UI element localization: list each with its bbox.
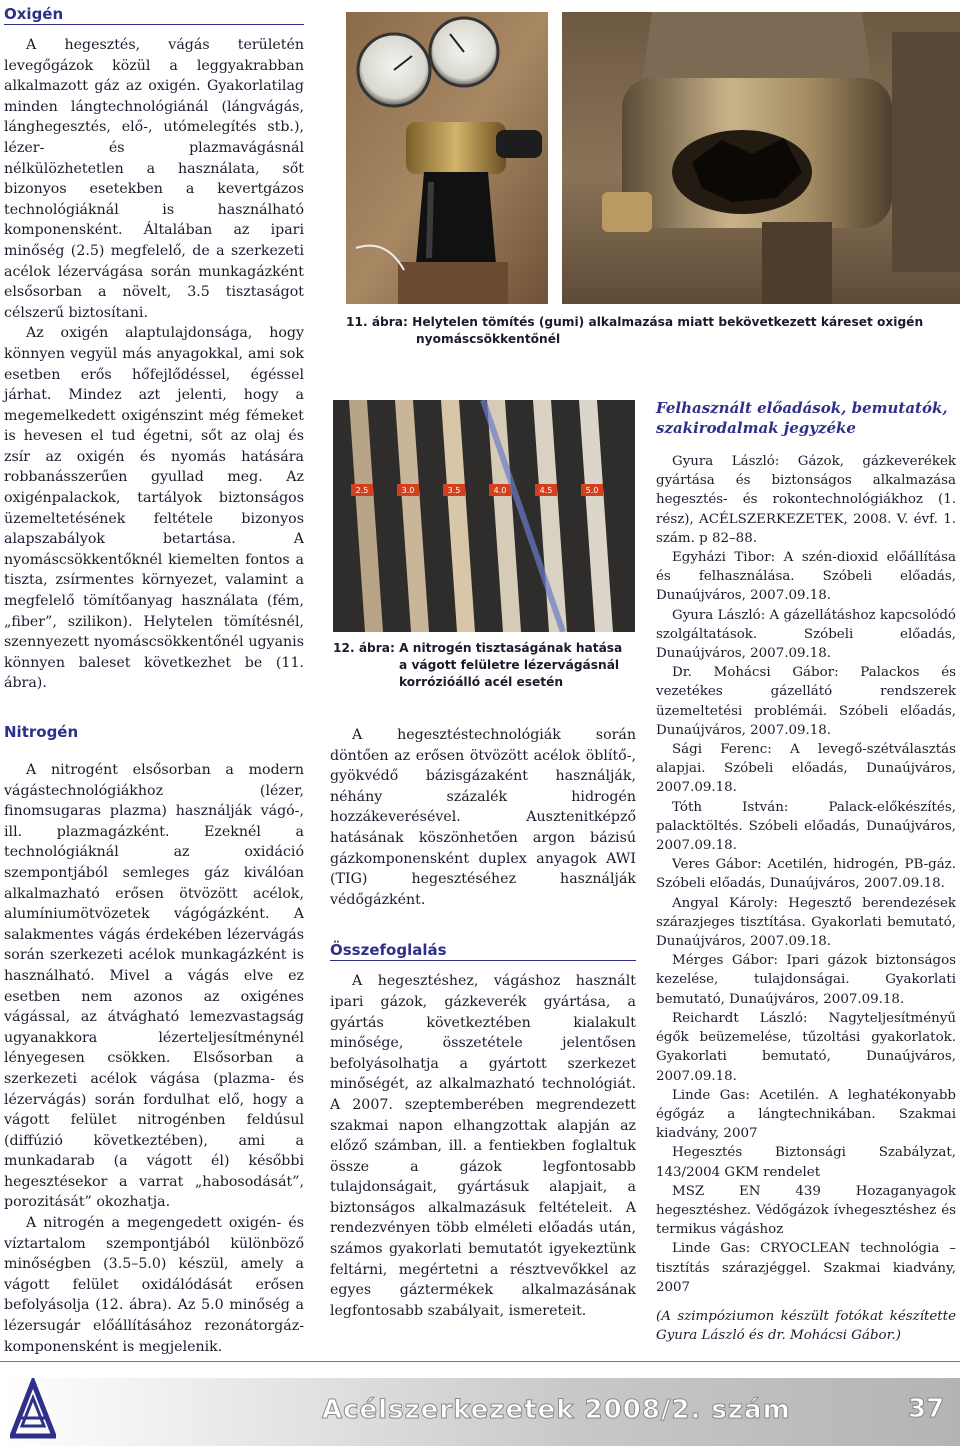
reference-item: Linde Gas: Acetilén. A leghatékonyabb égőgáz a lángtechnikában. Szakmai kiadvány, 2007: [656, 1087, 956, 1142]
nitrogen-paragraph-2: A nitrogén a megengedett oxigén- és víztartalom szempontjából különböző minőségben (3.5–5.0) készül, amely a vágott felület oxidálódását erősen befolyásolja (12. ábra). Az 5.0 minőség a lézersugár előállításához rezonátorgáz-komponensként is megjelenik.: [4, 1215, 304, 1355]
heading-rule: [4, 24, 304, 25]
middle-paragraph-1: A hegesztéstechnológiák során döntően az erősen ötvözött acélok öblítő-, gyökvédő bázisgázaként használják, néhány százalék hidrogén hozzákeverésével. Ausztenitképző hatásának köszönhetően argon bázisú gázkomponensként duplex anyagok AWI (TIG) hegesztéséhez használják védőgázként.: [330, 727, 636, 908]
fig11-caption-line2: nyomáscsökkentőnél: [416, 332, 561, 346]
middle-column: [330, 725, 636, 1321]
fig12-purity-label: 2.5: [355, 486, 369, 495]
reference-item: Gyura László: A gázellátáshoz kapcsolódó szolgáltatások. Szóbeli előadás, Dunaújváros, 2007.09.18.: [656, 607, 956, 662]
oxygen-paragraph-1: A hegesztés, vágás területén levegőgázok közül a leggyakrabban alkalmazott gáz az oxigén. Gyakorlatilag minden lángtechnológiánál (lángvágás, lánghegesztés, elő-, utómelegítés stb.), lézer- és plazmavágásnál nélkülözhetetlen a használata, sőt bizonyos esetekben a kevertgázos technológiáknál is használható komponensként. Általában az ipari minőség (2.5) megfelelő, de a szerkezeti acélok lézervágása során munkagázként elsősorban a növelt, 3.5 tisztaságot célszerű biztosítani.: [4, 37, 304, 321]
nitrogen-heading: Nitrogén: [4, 723, 79, 741]
summary-paragraph: A hegesztéshez, vágáshoz használt ipari gázok, gázkeverék gyártása, a gyártás következtében kialakult minősége, összetétele jelentősen befolyásolhatja a gyártott szerkezet minőségét, az alkalmazható technológiát. A 2007. szeptemberében megrendezett szakmai napon elhangzottak alapján az előző számban, ill. a fentiekben foglaltuk össze a gázok legfontosabb tulajdonságait, gyártásuk alapjait, a biztonságos alkalmazásuk feltételeit. A rendezvényen több elméleti előadás után, számos gyakorlati bemutatót igyekeztünk feltárni, megértetni a résztvevőkkel az egyes gáztermékek alkalmazásának legfontosabb szabályait, ismereteit.: [330, 973, 636, 1319]
fig11-caption: [346, 314, 960, 348]
summary-heading: Összefoglalás: [330, 941, 447, 960]
reference-item: Mérges Gábor: Ipari gázok biztonságos kezelése, tulajdonságai. Gyakorlati bemutató, Dunaújváros, 2007.09.18.: [656, 953, 956, 1007]
journal-title: Acélszerkezetek 2008/2. szám: [322, 1395, 791, 1425]
references-title: Felhasznált előadások, bemutatók, szakirodalmak jegyzéke: [656, 399, 948, 437]
reference-item: Dr. Mohácsi Gábor: Palackos és vezetékes gázellátó rendszerek üzemeltetési problémái. Szóbeli előadás, Dunaújváros, 2007.09.18.: [656, 665, 956, 738]
reference-item: Hegesztés Biztonsági Szabályzat, 143/2004 GKM rendelet: [656, 1145, 956, 1180]
reference-item: Linde Gas: CRYOCLEAN technológia – tisztítás szárazjéggel. Szakmai kiadvány, 2007: [656, 1241, 956, 1295]
reference-item: Veres Gábor: Acetilén, hidrogén, PB-gáz. Szóbeli előadás, Dunaújváros, 2007.09.18.: [656, 857, 956, 892]
reference-item: Gyura László: Gázok, gázkeverékek gyártása és biztonságos alkalmazása hegesztés- és rokontechnológiákhoz (1. rész), ACÉLSZERKEZETEK, 2008. V. évf. 1. szám. p 82–88.: [656, 454, 956, 546]
fig12-caption-line2: a vágott felületre lézervágásnál: [399, 658, 620, 672]
reference-item: Sági Ferenc: A levegő-szétválasztás alapjai. Szóbeli előadás, Dunaújváros, 2007.09.18.: [656, 742, 956, 796]
fig11-photo-damaged-regulator: [562, 12, 960, 304]
references-list: [656, 452, 956, 1297]
fig12-purity-label: 5.0: [585, 486, 599, 495]
fig12-caption: [333, 640, 635, 691]
fig12-purity-label: 4.0: [493, 486, 507, 495]
fig12-caption-line3: korrózióálló acél esetén: [399, 675, 564, 689]
footer-rule: [0, 1361, 960, 1362]
fig11-caption-line1: 11. ábra: Helytelen tömítés (gumi) alkalmazása miatt bekövetkezett káreset oxigén: [346, 315, 924, 329]
reference-item: Tóth István: Palack-előkészítés, palacktöltés. Szóbeli előadás, Dunaújváros, 2007.09.18.: [656, 799, 956, 854]
reference-item: Reichardt László: Nagyteljesítményű égők beüzemelése, tűzoltási gyakorlatok. Gyakorlati bemutató, Dunaújváros, 2007.09.18.: [656, 1010, 956, 1084]
reference-item: Egyházi Tibor: A szén-dioxid előállítása és felhasználása. Szóbeli előadás, Dunaújváros, 2007.09.18.: [656, 550, 956, 604]
fig12-purity-label: 4.5: [539, 486, 553, 495]
reference-item: MSZ EN 439 Hozaganyagok hegesztéshez. Védőgázok ívhegesztéshez és termikus vágáshoz: [656, 1183, 956, 1238]
fig12-purity-label: 3.0: [401, 486, 415, 495]
fig12-photo-cut-surfaces: [333, 400, 635, 632]
fig12-caption-line1: 12. ábra: A nitrogén tisztaságának hatása: [333, 641, 623, 655]
fig11-photo-regulator: [346, 12, 548, 304]
page-number: 37: [908, 1394, 945, 1424]
nitrogen-paragraph-1: A nitrogént elsősorban a modern vágástechnológiákhoz (lézer, finomsugaras plazma) használják vágó-, ill. plazmagázként. Ezeknél a technológiáknál az oxidáció szempontjából semleges gáz kiválóan alkalmazható erősen ötvözött acélok, alumíniumötvözetek vágógázként. A salakmentes vágás érdekében lézervágás során szerkezeti acélok munkagázként is használható. Mivel a vágás elve ez esetben nem azonos az oxigénes vágással, az átvágható lemezvastagság ugyanakkora lézerteljesítménynél lényegesen csökken. Elsősorban a szerkezeti acélok vágása (plazma- és lézervágás) során fordulhat elő, hogy a vágott felület nitrogénben feldúsul (diffúzió következtében), ami a munkadarab (a vágott él) későbbi hegesztésekor a varrat „habosodását”, porozitását” okozhatja.: [4, 762, 304, 1211]
left-column: [4, 0, 304, 1357]
oxygen-heading: Oxigén: [4, 5, 64, 23]
fig12-purity-label: 3.5: [447, 486, 461, 495]
photo-credit-note: (A szimpóziumon készült fotókat készítette Gyura László és dr. Mohácsi Gábor.): [656, 1308, 956, 1344]
oxygen-paragraph-2: Az oxigén alaptulajdonsága, hogy könnyen vegyül más anyagokkal, ami sok esetben erős hőfejlődéssel, égéssel járhat. Mindez azt jelenti, hogy a megemelkedett oxigénszint még fémeket is hevesen el tud égetni, sőt az olaj és zsír az oxigén és nyomás hatására robbanásszerűen gyullad meg. Az oxigénpalackok, tartályok biztonságos üzemeltetésének feltétele bizonyos alapszabályok betartása. A nyomáscsökkentőknél kiemelten fontos a tiszta, zsírmentes környezet, valamint a megfelelő tömítőanyag használata (fém, „fiber”, szilikon). Helytelen tömítésnél, szennyezett nyomáscsökkentőnél ugyanis könnyen baleset következhet be (11. ábra).: [4, 325, 304, 692]
heading-rule: [330, 960, 636, 961]
publisher-logo: [10, 1378, 56, 1440]
right-column: [656, 398, 956, 1345]
reference-item: Angyal Károly: Hegesztő berendezések szárazjeges tisztítása. Gyakorlati bemutató, Dunaújváros, 2007.09.18.: [656, 895, 956, 950]
